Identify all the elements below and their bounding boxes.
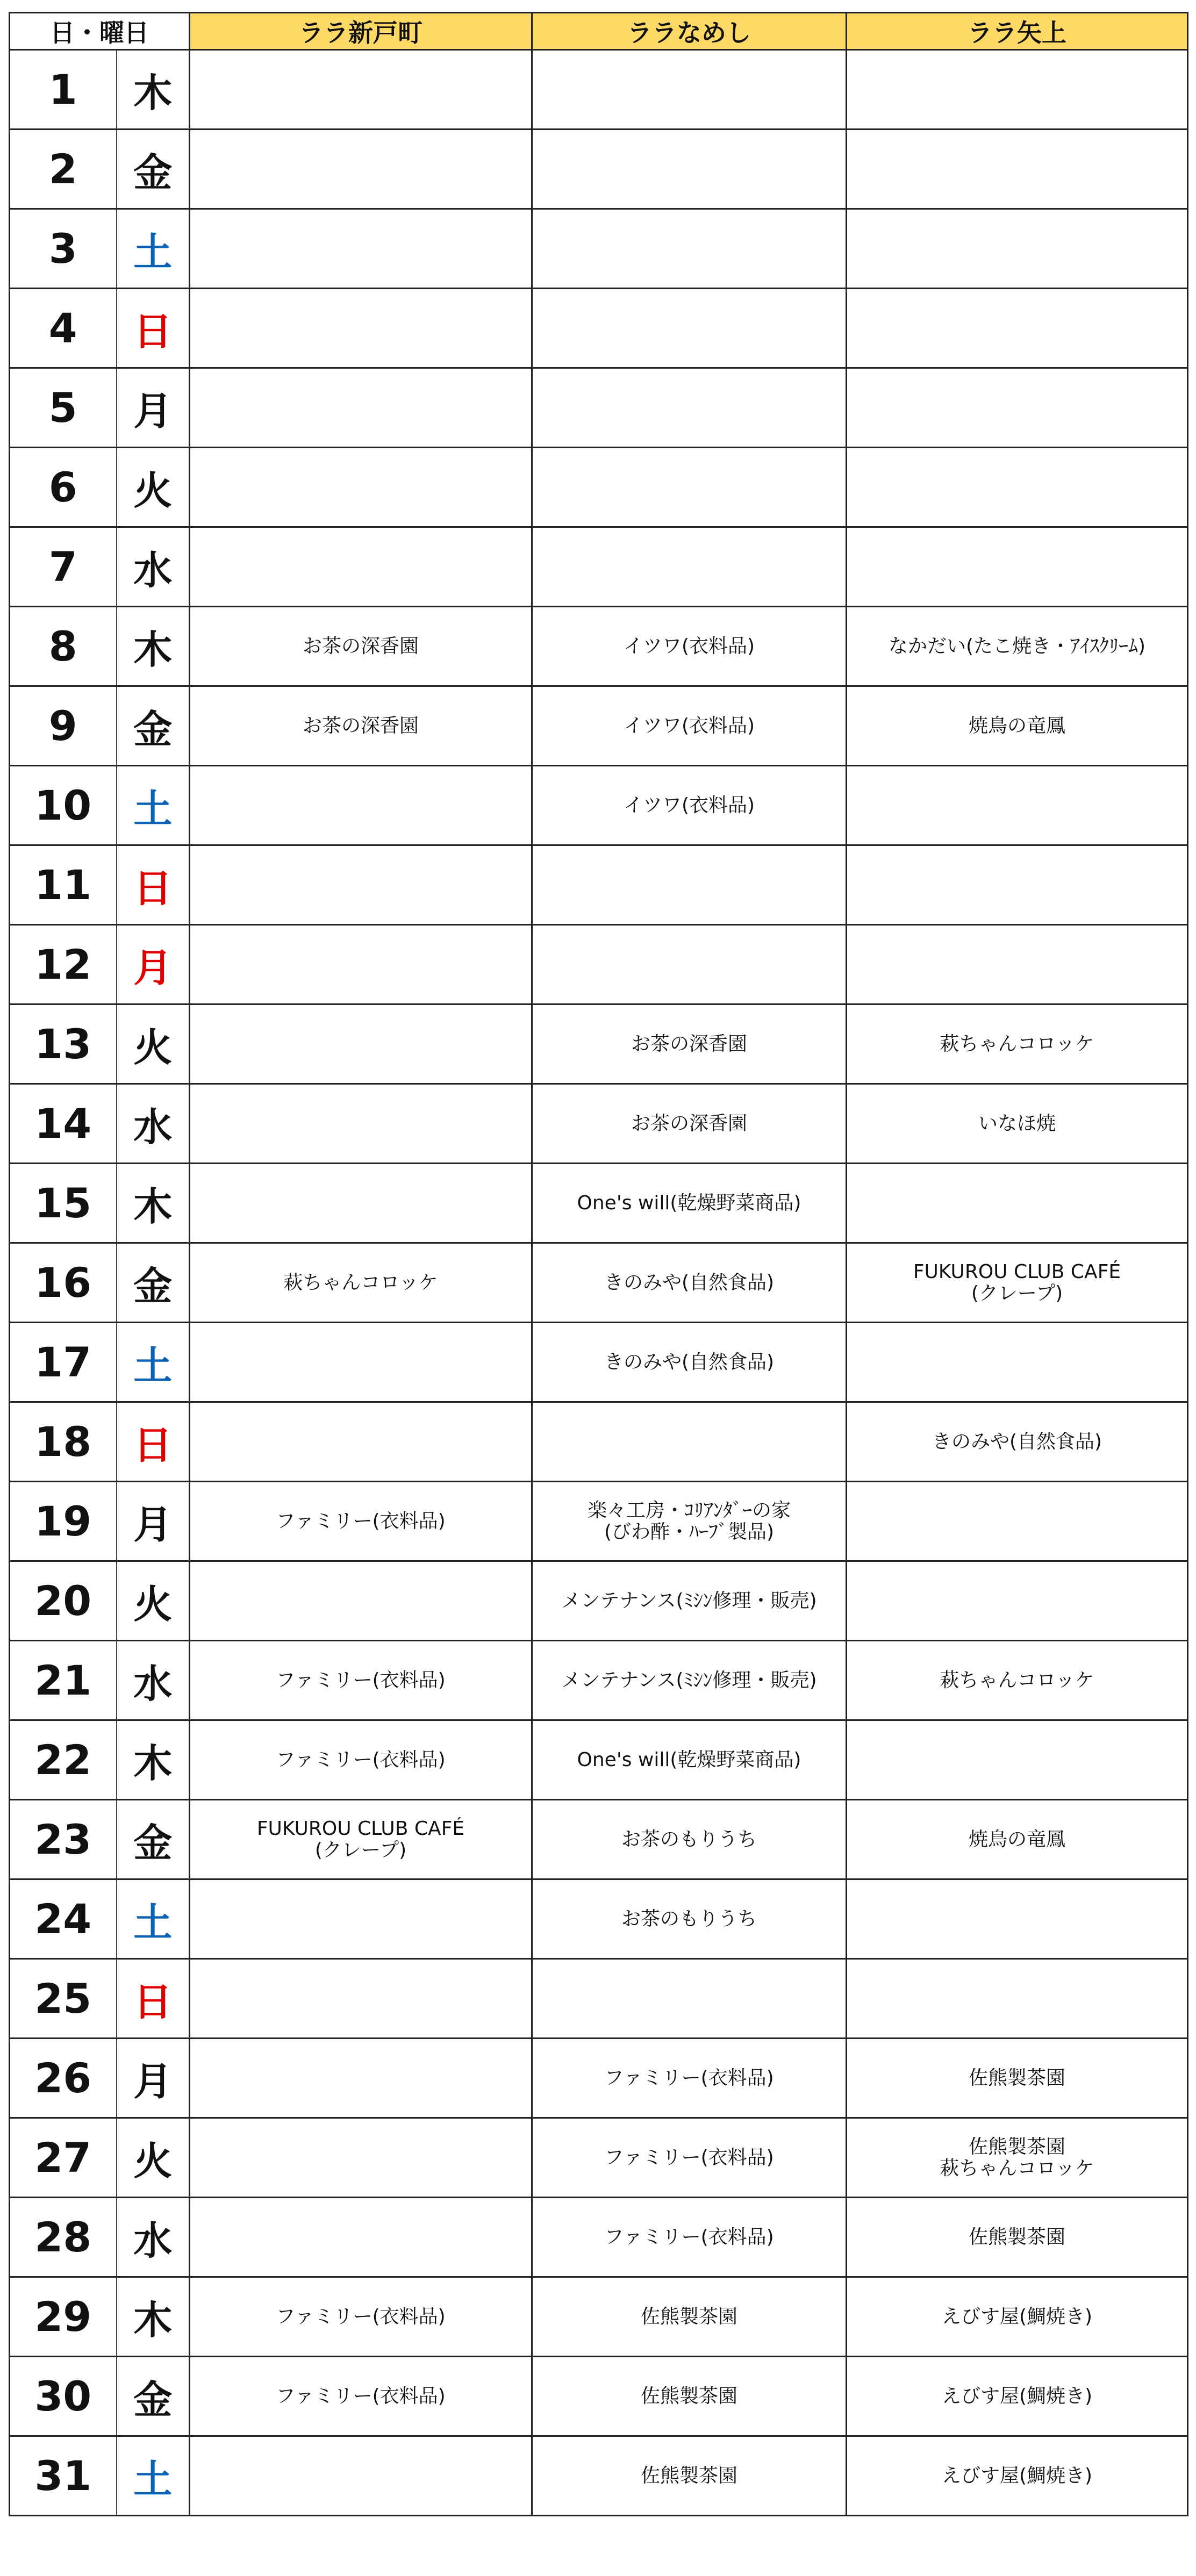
day-number: 21 [10, 1641, 117, 1720]
event-cell [532, 607, 847, 686]
weekday-label: 月 [117, 368, 190, 448]
day-number: 26 [10, 2039, 117, 2118]
event-cell [190, 1879, 532, 1959]
event-cell [847, 50, 1188, 130]
day-number: 20 [10, 1561, 117, 1641]
table-row [10, 1641, 1188, 1720]
event-cell [847, 1959, 1188, 2039]
event-cell [532, 2436, 847, 2516]
event-text: ファミリー(衣料品) [604, 2146, 774, 2169]
event-text: One's will(乾燥野菜商品) [577, 1748, 801, 1771]
header-day-weekday: 日・曜日 [10, 13, 190, 50]
event-cell [847, 1323, 1188, 1402]
event-text: (びわ酢・ﾊｰﾌﾞ製品) [604, 1520, 775, 1543]
event-text: 焼鳥の竜鳳 [968, 714, 1065, 737]
event-cell [532, 1720, 847, 1800]
event-text: 楽々工房・ｺﾘｱﾝﾀﾞｰの家 [587, 1499, 791, 1522]
event-cell [190, 1004, 532, 1084]
event-cell [190, 925, 532, 1004]
table-row [10, 1879, 1188, 1959]
event-text: なかだい(たこ焼き・ｱｲｽｸﾘｰﾑ) [888, 635, 1146, 657]
event-cell [847, 2039, 1188, 2118]
event-cell [190, 1084, 532, 1164]
event-cell [532, 2198, 847, 2277]
weekday-label: 金 [117, 1243, 190, 1323]
event-text: イツワ(衣料品) [623, 635, 755, 657]
event-text: イツワ(衣料品) [623, 714, 755, 737]
table-row [10, 1800, 1188, 1879]
day-number: 13 [10, 1004, 117, 1084]
event-text: えびす屋(鯛焼き) [941, 2305, 1093, 2328]
table-row [10, 2357, 1188, 2436]
event-cell [532, 448, 847, 527]
event-text: FUKUROU CLUB CAFÉ [913, 1260, 1121, 1283]
day-number: 2 [10, 130, 117, 209]
event-cell [190, 1800, 532, 1879]
event-text: お茶の深香園 [631, 1112, 747, 1135]
event-cell [532, 1800, 847, 1879]
event-cell [532, 1641, 847, 1720]
event-cell [190, 2039, 532, 2118]
event-cell [532, 1482, 847, 1561]
day-number: 5 [10, 368, 117, 448]
event-cell [190, 1402, 532, 1482]
event-text: 焼鳥の竜鳳 [968, 1828, 1065, 1850]
event-text: (クレープ) [314, 1839, 407, 1861]
day-number: 8 [10, 607, 117, 686]
table-row [10, 2118, 1188, 2198]
table-row [10, 1004, 1188, 1084]
table-row [10, 368, 1188, 448]
event-text: 萩ちゃんコロッケ [940, 1669, 1094, 1691]
day-number: 28 [10, 2198, 117, 2277]
event-cell [532, 2277, 847, 2357]
weekday-label: 木 [117, 50, 190, 130]
day-number: 18 [10, 1402, 117, 1482]
event-cell [847, 527, 1188, 607]
table-row [10, 50, 1188, 130]
table-row [10, 607, 1188, 686]
event-text: 佐熊製茶園 [968, 2066, 1065, 2089]
header-store-shintomachi: ララ新戸町 [190, 13, 532, 50]
event-cell [190, 2118, 532, 2198]
event-text: えびす屋(鯛焼き) [941, 2464, 1093, 2487]
event-text: お茶の深香園 [631, 1032, 747, 1055]
event-cell [190, 1323, 532, 1402]
event-cell [847, 448, 1188, 527]
event-cell [532, 130, 847, 209]
event-cell [847, 2198, 1188, 2277]
day-number: 29 [10, 2277, 117, 2357]
table-row [10, 1323, 1188, 1402]
event-text: きのみや(自然食品) [932, 1430, 1102, 1453]
day-number: 15 [10, 1164, 117, 1243]
event-cell [847, 209, 1188, 289]
day-number: 31 [10, 2436, 117, 2516]
event-cell [190, 686, 532, 766]
event-text: 佐熊製茶園 [640, 2305, 737, 2328]
weekday-label: 土 [117, 209, 190, 289]
event-cell [847, 1164, 1188, 1243]
day-number: 4 [10, 289, 117, 368]
weekday-label: 火 [117, 2118, 190, 2198]
event-cell [847, 925, 1188, 1004]
event-text: お茶のもりうち [621, 1907, 757, 1930]
event-cell [847, 1641, 1188, 1720]
weekday-label: 水 [117, 527, 190, 607]
event-cell [847, 289, 1188, 368]
header-row [10, 13, 1188, 50]
event-cell [847, 1800, 1188, 1879]
event-text: メンテナンス(ﾐｼﾝ修理・販売) [561, 1669, 817, 1691]
event-text: ファミリー(衣料品) [604, 2066, 774, 2089]
weekday-label: 月 [117, 1482, 190, 1561]
day-number: 10 [10, 766, 117, 845]
event-text: 萩ちゃんコロッケ [283, 1271, 438, 1294]
table-row [10, 1402, 1188, 1482]
event-text: ファミリー(衣料品) [604, 2226, 774, 2248]
weekday-label: 水 [117, 1641, 190, 1720]
table-row [10, 766, 1188, 845]
event-cell [532, 1879, 847, 1959]
weekday-label: 金 [117, 130, 190, 209]
event-cell [532, 527, 847, 607]
table-row [10, 2198, 1188, 2277]
weekday-label: 土 [117, 2436, 190, 2516]
weekday-label: 土 [117, 1323, 190, 1402]
table-row [10, 2277, 1188, 2357]
event-cell [190, 448, 532, 527]
event-cell [532, 50, 847, 130]
event-cell [190, 1164, 532, 1243]
event-text: 萩ちゃんコロッケ [940, 1032, 1094, 1055]
weekday-label: 日 [117, 1959, 190, 2039]
day-number: 17 [10, 1323, 117, 1402]
day-number: 3 [10, 209, 117, 289]
day-number: 24 [10, 1879, 117, 1959]
event-text: きのみや(自然食品) [604, 1351, 775, 1373]
header-store-yagami: ララ矢上 [847, 13, 1188, 50]
event-cell [190, 368, 532, 448]
day-number: 25 [10, 1959, 117, 2039]
weekday-label: 土 [117, 1879, 190, 1959]
event-text: ファミリー(衣料品) [276, 1510, 446, 1532]
day-number: 7 [10, 527, 117, 607]
weekday-label: 火 [117, 448, 190, 527]
event-text: メンテナンス(ﾐｼﾝ修理・販売) [561, 1589, 817, 1612]
event-text: いなほ焼 [978, 1112, 1056, 1135]
schedule-body [10, 50, 1188, 2516]
weekday-label: 月 [117, 2039, 190, 2118]
day-number: 19 [10, 1482, 117, 1561]
event-cell [190, 2277, 532, 2357]
event-cell [847, 2357, 1188, 2436]
event-cell [190, 1482, 532, 1561]
event-text: One's will(乾燥野菜商品) [577, 1192, 801, 1214]
event-cell [190, 1641, 532, 1720]
weekday-label: 日 [117, 1402, 190, 1482]
table-row [10, 2436, 1188, 2516]
weekday-label: 火 [117, 1561, 190, 1641]
day-number: 27 [10, 2118, 117, 2198]
event-cell [532, 1243, 847, 1323]
weekday-label: 日 [117, 289, 190, 368]
event-cell [847, 686, 1188, 766]
table-row [10, 289, 1188, 368]
event-cell [847, 1720, 1188, 1800]
event-text: お茶の深香園 [302, 635, 419, 657]
event-text: お茶の深香園 [302, 714, 419, 737]
event-cell [847, 766, 1188, 845]
day-number: 1 [10, 50, 117, 130]
day-number: 22 [10, 1720, 117, 1800]
event-cell [847, 2436, 1188, 2516]
event-cell [847, 1879, 1188, 1959]
event-cell [190, 766, 532, 845]
event-cell [532, 1402, 847, 1482]
event-cell [847, 1084, 1188, 1164]
event-cell [532, 1561, 847, 1641]
day-number: 30 [10, 2357, 117, 2436]
event-text: FUKUROU CLUB CAFÉ [256, 1817, 465, 1840]
event-text: きのみや(自然食品) [604, 1271, 775, 1294]
event-cell [190, 1720, 532, 1800]
table-row [10, 1561, 1188, 1641]
table-row [10, 1482, 1188, 1561]
table-row [10, 845, 1188, 925]
event-cell [190, 845, 532, 925]
event-cell [190, 130, 532, 209]
day-number: 23 [10, 1800, 117, 1879]
weekday-label: 木 [117, 2277, 190, 2357]
event-text: 佐熊製茶園 [640, 2464, 737, 2487]
event-text: ファミリー(衣料品) [276, 2305, 446, 2328]
table-row [10, 130, 1188, 209]
event-cell [190, 527, 532, 607]
event-cell [532, 289, 847, 368]
weekday-label: 金 [117, 2357, 190, 2436]
event-cell [847, 1402, 1188, 1482]
event-text: 佐熊製茶園 [968, 2226, 1065, 2248]
table-row [10, 527, 1188, 607]
event-cell [532, 2357, 847, 2436]
event-cell [847, 607, 1188, 686]
event-text: (クレープ) [971, 1282, 1063, 1304]
table-row [10, 1959, 1188, 2039]
day-number: 6 [10, 448, 117, 527]
event-text: イツワ(衣料品) [623, 794, 755, 816]
weekday-label: 金 [117, 686, 190, 766]
weekday-label: 水 [117, 1084, 190, 1164]
table-row [10, 1084, 1188, 1164]
table-row [10, 448, 1188, 527]
day-number: 12 [10, 925, 117, 1004]
event-cell [190, 1243, 532, 1323]
event-cell [847, 2118, 1188, 2198]
event-cell [532, 1323, 847, 1402]
event-cell [532, 1004, 847, 1084]
event-cell [847, 1243, 1188, 1323]
event-text: 萩ちゃんコロッケ [940, 2157, 1094, 2179]
event-text: ファミリー(衣料品) [276, 1748, 446, 1771]
table-row [10, 209, 1188, 289]
event-text: お茶のもりうち [621, 1828, 757, 1850]
weekday-label: 月 [117, 925, 190, 1004]
event-cell [532, 1164, 847, 1243]
header-store-nameshi: ララなめし [532, 13, 847, 50]
event-schedule-table [9, 12, 1188, 2516]
event-text: ファミリー(衣料品) [276, 1669, 446, 1691]
weekday-label: 木 [117, 607, 190, 686]
event-cell [532, 1959, 847, 2039]
event-cell [532, 845, 847, 925]
weekday-label: 木 [117, 1164, 190, 1243]
event-cell [532, 925, 847, 1004]
event-cell [190, 50, 532, 130]
event-cell [847, 2277, 1188, 2357]
event-text: 佐熊製茶園 [640, 2385, 737, 2407]
event-cell [532, 686, 847, 766]
event-cell [190, 607, 532, 686]
day-number: 11 [10, 845, 117, 925]
weekday-label: 水 [117, 2198, 190, 2277]
event-text: 佐熊製茶園 [968, 2135, 1065, 2158]
event-cell [847, 130, 1188, 209]
table-row [10, 686, 1188, 766]
table-row [10, 1243, 1188, 1323]
event-cell [847, 1561, 1188, 1641]
table-row [10, 925, 1188, 1004]
event-cell [532, 766, 847, 845]
event-cell [532, 2118, 847, 2198]
weekday-label: 金 [117, 1800, 190, 1879]
event-text: えびす屋(鯛焼き) [941, 2385, 1093, 2407]
event-cell [847, 1482, 1188, 1561]
event-cell [190, 1959, 532, 2039]
event-cell [532, 2039, 847, 2118]
day-number: 14 [10, 1084, 117, 1164]
event-cell [190, 2198, 532, 2277]
event-cell [190, 2357, 532, 2436]
table-row [10, 2039, 1188, 2118]
weekday-label: 土 [117, 766, 190, 845]
table-row [10, 1164, 1188, 1243]
event-cell [190, 2436, 532, 2516]
event-cell [532, 209, 847, 289]
weekday-label: 日 [117, 845, 190, 925]
event-cell [847, 1004, 1188, 1084]
event-text: ファミリー(衣料品) [276, 2385, 446, 2407]
event-cell [190, 1561, 532, 1641]
event-cell [847, 845, 1188, 925]
day-number: 16 [10, 1243, 117, 1323]
event-cell [190, 289, 532, 368]
weekday-label: 木 [117, 1720, 190, 1800]
event-cell [532, 1084, 847, 1164]
event-cell [847, 368, 1188, 448]
weekday-label: 火 [117, 1004, 190, 1084]
table-row [10, 1720, 1188, 1800]
day-number: 9 [10, 686, 117, 766]
event-cell [190, 209, 532, 289]
event-cell [532, 368, 847, 448]
